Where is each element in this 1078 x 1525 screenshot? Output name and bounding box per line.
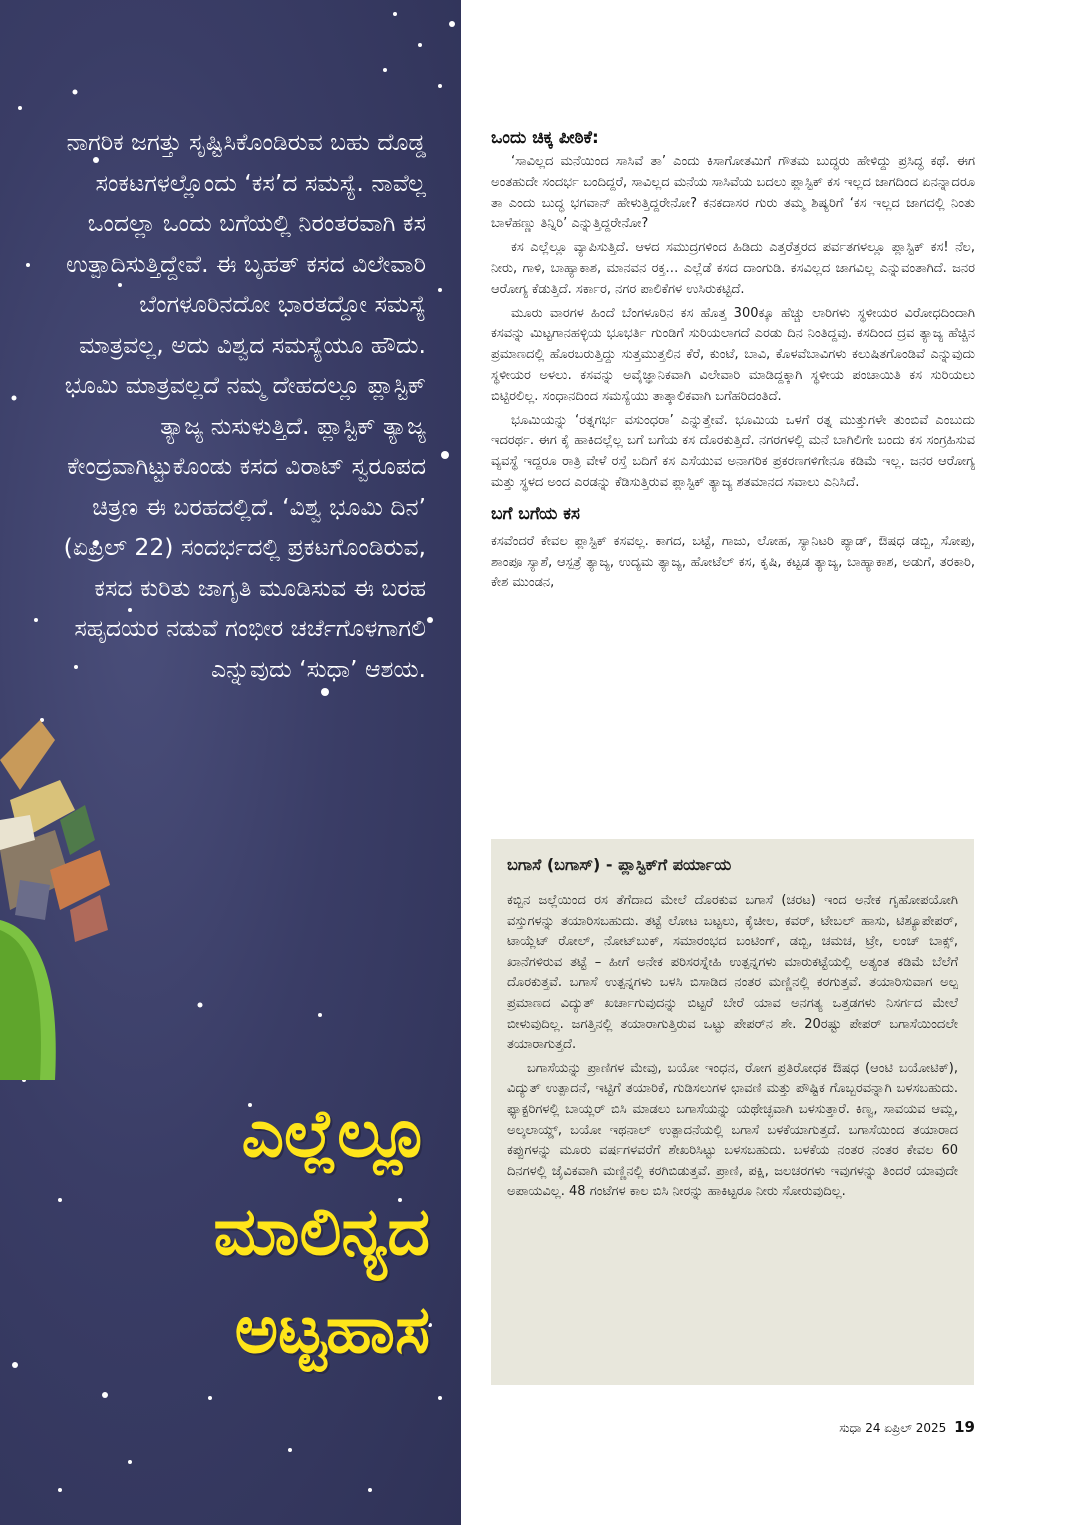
garbage-globe-illustration: [0, 680, 120, 1080]
article-paragraph: ಭೂಮಿಯನ್ನು ‘ರತ್ನಗರ್ಭ ವಸುಂಧರಾ’ ಎನ್ನುತ್ತೇವೆ. ಭೂಮಿಯ ಒಳಗೆ ರತ್ನ ಮುತ್ತುಗಳೇ ತುಂಬಿವೆ ಎಂಬುದು ಇದರರ್ಥ. ಈಗ ಕೈ ಹಾಕಿದಲ್ಲೆಲ್ಲ ಬಗೆ ಬಗೆಯ ಕಸ ದೊರಕುತ್ತಿದೆ. ನಗರಗಳಲ್ಲಿ ಮನೆ ಬಾಗಿಲಿಗೇ ಬಂದು ಕಸ ಸಂಗ್ರಹಿಸುವ ವ್ಯವಸ್ಥೆ ಇದ್ದರೂ ರಾತ್ರಿ ವೇಳೆ ರಸ್ತೆ ಬದಿಗೆ ಕಸ ಎಸೆಯುವ ಅನಾಗರಿಕ ಪ್ರಕರಣಗಳಿಗೇನೂ ಕಡಿಮೆ ಇಲ್ಲ. ಜನರ ಆರೋಗ್ಯ ಮತ್ತು ಸ್ಥಳದ ಅಂದ ಎರಡನ್ನು ಕೆಡಿಸುತ್ತಿರುವ ಪ್ಲಾಸ್ಟಿಕ್ ತ್ಯಾಜ್ಯ ಶತಮಾನದ ಸವಾಲು ಎನಿಸಿದೆ.: [491, 412, 975, 490]
intro-text: ನಾಗರಿಕ ಜಗತ್ತು ಸೃಷ್ಟಿಸಿಕೊಂಡಿರುವ ಬಹು ದೊಡ್ಡ ಸಂಕಟಗಳಲ್ಲೊಂದು ‘ಕಸ’ದ ಸಮಸ್ಯೆ. ನಾವೆಲ್ಲ ಒಂದಲ್ಲಾ ಒಂದು ಬಗೆಯಲ್ಲಿ ನಿರಂತರವಾಗಿ ಕಸ ಉತ್ಪಾದಿಸುತ್ತಿದ್ದೇವೆ. ಈ ಬೃಹತ್ ಕಸದ ವಿಲೇವಾರಿ ಬೆಂಗಳೂರಿನದೋ ಭಾರತದ್ದೋ ಸಮಸ್ಯೆ ಮಾತ್ರವಲ್ಲ, ಅದು ವಿಶ್ವದ ಸಮಸ್ಯೆಯೂ ಹೌದು. ಭೂಮಿ ಮಾತ್ರವಲ್ಲದೆ ನಮ್ಮ ದೇಹದಲ್ಲೂ ಪ್ಲಾಸ್ಟಿಕ್ ತ್ಯಾಜ್ಯ ನುಸುಳುತ್ತಿದೆ. ಪ್ಲಾಸ್ಟಿಕ್ ತ್ಯಾಜ್ಯ ಕೇಂದ್ರವಾಗಿಟ್ಟುಕೊಂಡು ಕಸದ ವಿರಾಟ್ ಸ್ವರೂಪದ ಚಿತ್ರಣ ಈ ಬರಹದಲ್ಲಿದೆ. ‘ವಿಶ್ವ ಭೂಮಿ ದಿನ’ (ಏಪ್ರಿಲ್ 22) ಸಂದರ್ಭದಲ್ಲಿ ಪ್ರಕಟಗೊಂಡಿರುವ, ಕಸದ ಕುರಿತು ಜಾಗೃತಿ ಮೂಡಿಸುವ ಈ ಬರಹ ಸಹೃದಯರ ನಡುವೆ ಗಂಭೀರ ಚರ್ಚೆಗೊಳಗಾಗಲಿ ಎನ್ನುವುದು ‘ಸುಧಾ’ ಆಶಯ.: [63, 128, 426, 683]
box-title: ಬಗಾಸೆ (ಬಗಾಸ್) - ಪ್ಲಾಸ್ಟಿಕ್‌ಗೆ ಪರ್ಯಾಯ: [507, 855, 732, 874]
article-paragraph: ಕಸ ಎಲ್ಲೆಲ್ಲೂ ವ್ಯಾಪಿಸುತ್ತಿದೆ. ಆಳದ ಸಮುದ್ರಗಳಿಂದ ಹಿಡಿದು ಎತ್ತರೆತ್ತರದ ಪರ್ವತಗಳಲ್ಲೂ ಪ್ಲಾಸ್ಟಿಕ್ ಕಸ! ನೆಲ, ನೀರು, ಗಾಳಿ, ಬಾಹ್ಯಾಕಾಶ, ಮಾನವನ ರಕ್ತ… ಎಲ್ಲೆಡೆ ಕಸದ ದಾಂಗುಡಿ. ಕಸವಿಲ್ಲದ ಜಾಗವಿಲ್ಲ ಎನ್ನುವಂತಾಗಿದೆ. ಜನರ ಆರೋಗ್ಯ ಕೆಡುತ್ತಿದೆ. ಸರ್ಕಾರ, ನಗರ ಪಾಲಿಕೆಗಳ ಉಸಿರುಕಟ್ಟಿದೆ.: [491, 240, 975, 297]
article-paragraph: ‘ಸಾವಿಲ್ಲದ ಮನೆಯಿಂದ ಸಾಸಿವೆ ತಾ’ ಎಂದು ಕಿಸಾಗೋತಮಿಗೆ ಗೌತಮ ಬುದ್ಧರು ಹೇಳಿದ್ದು ಪ್ರಸಿದ್ಧ ಕಥೆ. ಈಗ ಅಂತಹುದೇ ಸಂದರ್ಭ ಬಂದಿದ್ದರೆ, ಸಾವಿಲ್ಲದ ಮನೆಯ ಸಾಸಿವೆಯ ಬದಲು ಪ್ಲಾಸ್ಟಿಕ್ ಕಸ ಇಲ್ಲದ ಜಾಗದಿಂದ ಏನನ್ನಾದರೂ ತಾ ಎಂದು ಬುದ್ಧ ಭಗವಾನ್ ಹೇಳುತ್ತಿದ್ದರೇನೋ? ಕನಕದಾಸರ ಗುರು ತಮ್ಮ ಶಿಷ್ಯರಿಗೆ ‘ಕಸ ಇಲ್ಲದ ಜಾಗದಲ್ಲಿ ನಿಂತು ಬಾಳೆಹಣ್ಣು ತಿನ್ನಿರಿ’ ಎನ್ನುತ್ತಿದ್ದರೇನೋ?: [491, 154, 975, 232]
headline-line-2: ಮಾಲಿನ್ಯದ: [213, 1193, 430, 1270]
box-paragraph: ಕಬ್ಬಿನ ಜಲ್ಲೆಯಿಂದ ರಸ ತೆಗೆದಾದ ಮೇಲೆ ದೊರಕುವ ಬಗಾಸೆ (ಚರಟ) ಇಂದ ಅನೇಕ ಗೃಹೋಪಯೋಗಿ ವಸ್ತುಗಳನ್ನು ತಯಾರಿಸಬಹುದು. ತಟ್ಟೆ ಲೋಟ ಬಟ್ಟಲು, ಕೈಚೀಲ, ಕವರ್, ಟೇಬಲ್ ಹಾಸು, ಟಿಶ್ಯೂಪೇಪರ್, ಟಾಯ್ಲೆಟ್ ರೋಲ್, ನೋಟ್‌ಬುಕ್, ಸಮಾರಂಭದ ಬಂಟಿಂಗ್, ಡಬ್ಬಿ, ಚಮಚ, ಟ್ರೇ, ಲಂಚ್ ಬಾಕ್ಸ್, ಖಾನೆಗಳಿರುವ ತಟ್ಟೆ – ಹೀಗೆ ಅನೇಕ ಪರಿಸರಸ್ನೇಹಿ ಉತ್ಪನ್ನಗಳು ಮಾರುಕಟ್ಟೆಯಲ್ಲಿ ಅತ್ಯಂತ ಕಡಿಮೆ ಬೆಲೆಗೆ ದೊರಕುತ್ತವೆ. ಬಗಾಸೆ ಉತ್ಪನ್ನಗಳು ಬಳಸಿ ಬಿಸಾಡಿದ ನಂತರ ಮಣ್ಣಿನಲ್ಲಿ ಕರಗುತ್ತವೆ. ತಯಾರಿಸುವಾಗ ಅಲ್ಪ ಪ್ರಮಾಣದ ವಿದ್ಯುತ್ ಖರ್ಚಾಗುವುದನ್ನು ಬಿಟ್ಟರೆ ಬೇರೆ ಯಾವ ಅನಗತ್ಯ ಒತ್ತಡಗಳು ನಿಸರ್ಗದ ಮೇಲೆ ಬೀಳುವುದಿಲ್ಲ. ಜಗತ್ತಿನಲ್ಲಿ ತಯಾರಾಗುತ್ತಿರುವ ಒಟ್ಟು ಪೇಪರ್‌ನ ಶೇ. 20ರಷ್ಟು ಪೇಪರ್ ಬಗಾಸೆಯಿಂದಲೇ ತಯಾರಾಗುತ್ತದೆ.: [507, 893, 958, 1053]
headline: [70, 1085, 430, 1379]
bagasse-sidebar-box: [491, 839, 974, 1385]
headline-line-3: ಅಟ್ಟಹಾಸ: [234, 1291, 430, 1368]
section-heading-intro: ಒಂದು ಚಿಕ್ಕ ಪೀಠಿಕೆ:: [491, 128, 599, 148]
publication-info: ಸುಧಾ 24 ಏಪ್ರಿಲ್ 2025: [839, 1421, 947, 1435]
article-body: [491, 128, 975, 597]
page-footer: [839, 1418, 975, 1436]
article-paragraph: ಕಸವೆಂದರೆ ಕೇವಲ ಪ್ಲಾಸ್ಟಿಕ್ ಕಸವಲ್ಲ. ಕಾಗದ, ಬಟ್ಟೆ, ಗಾಜು, ಲೋಹ, ಸ್ಯಾನಿಟರಿ ಪ್ಯಾಡ್, ಔಷಧ ಡಬ್ಬಿ, ಸೋಪು, ಶಾಂಪೂ ಸ್ಯಾಶೆ, ಆಸ್ಪತ್ರೆ ತ್ಯಾಜ್ಯ, ಉದ್ಯಮ ತ್ಯಾಜ್ಯ, ಹೋಟೆಲ್ ಕಸ, ಕೃಷಿ, ಕಟ್ಟಡ ತ್ಯಾಜ್ಯ, ಬಾಹ್ಯಾಕಾಶ, ಅಡುಗೆ, ತರಕಾರಿ, ಕೇಶ ಮುಂಡನ,: [491, 533, 975, 591]
box-paragraph: ಬಗಾಸೆಯನ್ನು ಪ್ರಾಣಿಗಳ ಮೇವು, ಬಯೋ ಇಂಧನ, ರೋಗ ಪ್ರತಿರೋಧಕ ಔಷಧ (ಆಂಟಿ ಬಯೋಟಿಕ್), ವಿದ್ಯುತ್ ಉತ್ಪಾದನೆ, ಇಟ್ಟಿಗೆ ತಯಾರಿಕೆ, ಗುಡಿಸಲುಗಳ ಛಾವಣಿ ಮತ್ತು ಪೌಷ್ಟಿಕ ಗೊಬ್ಬರವನ್ನಾಗಿ ಬಳಸಬಹುದು. ಫ್ಯಾಕ್ಟರಿಗಳಲ್ಲಿ ಬಾಯ್ಲರ್ ಬಿಸಿ ಮಾಡಲು ಬಗಾಸೆಯನ್ನು ಯಥೇಚ್ಛವಾಗಿ ಬಳಸುತ್ತಾರೆ. ಕಿಣ್ವ, ಸಾವಯವ ಆಮ್ಲ, ಅಲ್ಕಲಾಯ್ಡ್, ಬಯೋ ಇಥನಾಲ್ ಉತ್ಪಾದನೆಯಲ್ಲಿ ಬಗಾಸೆ ಬಳಕೆಯಾಗುತ್ತದೆ. ಬಗಾಸೆಯಿಂದ ತಯಾರಾದ ಕಪ್ಪುಗಳನ್ನು ಮೂರು ವರ್ಷಗಳವರೆಗೆ ಶೇಖರಿಸಿಟ್ಟು ಬಳಸಬಹುದು. ಬಳಕೆಯ ನಂತರ ನಂತರ ಕೇವಲ 60 ದಿನಗಳಲ್ಲಿ ಜೈವಿಕವಾಗಿ ಮಣ್ಣಿನಲ್ಲಿ ಕರಗಿಬಿಡುತ್ತವೆ. ಪ್ರಾಣಿ, ಪಕ್ಷಿ, ಜಲಚರಗಳು ಇವುಗಳನ್ನು ತಿಂದರೆ ಯಾವುದೇ ಅಪಾಯವಿಲ್ಲ. 48 ಗಂಟೆಗಳ ಕಾಲ ಬಿಸಿ ನೀರನ್ನು ಹಾಕಿಟ್ಟರೂ ನೀರು ಸೋರುವುದಿಲ್ಲ.: [507, 1060, 958, 1200]
article-paragraph: ಮೂರು ವಾರಗಳ ಹಿಂದೆ ಬೆಂಗಳೂರಿನ ಕಸ ಹೊತ್ತ 300ಕ್ಕೂ ಹೆಚ್ಚು ಲಾರಿಗಳು ಸ್ಥಳೀಯರ ವಿರೋಧದಿಂದಾಗಿ ಕಸವನ್ನು ಮಿಟ್ಟಗಾನಹಳ್ಳಿಯ ಭೂಭರ್ತಿ ಗುಂಡಿಗೆ ಸುರಿಯಲಾಗದೆ ಎರಡು ದಿನ ನಿಂತಿದ್ದವು. ಕಸದಿಂದ ದ್ರವ ತ್ಯಾಜ್ಯ ಹೆಚ್ಚಿನ ಪ್ರಮಾಣದಲ್ಲಿ ಹೊರಬರುತ್ತಿದ್ದು ಸುತ್ತಮುತ್ತಲಿನ ಕೆರೆ, ಕುಂಟೆ, ಬಾವಿ, ಕೊಳವೆಬಾವಿಗಳು ಕಲುಷಿತಗೊಂಡಿವೆ ಎನ್ನುವುದು ಸ್ಥಳೀಯರ ಅಳಲು. ಕಸವನ್ನು ಅವೈಜ್ಞಾನಿಕವಾಗಿ ವಿಲೇವಾರಿ ಮಾಡಿದ್ದಕ್ಕಾಗಿ ಸ್ಥಳೀಯ ಪಂಚಾಯಿತಿ ಕಸ ಸುರಿಯಲು ಬಿಟ್ಟಿರಲಿಲ್ಲ. ಸಂಧಾನದಿಂದ ಸಮಸ್ಯೆಯು ತಾತ್ಕಾಲಿಕವಾಗಿ ಬಗೆಹರಿದಂತಿದೆ.: [491, 305, 975, 404]
page-number: 19: [954, 1418, 975, 1436]
left-panel: [0, 0, 461, 1525]
headline-line-1: ಎಲ್ಲೆಲ್ಲೂ: [241, 1095, 430, 1172]
section-heading-types: ಬಗೆ ಬಗೆಯ ಕಸ: [491, 503, 580, 524]
